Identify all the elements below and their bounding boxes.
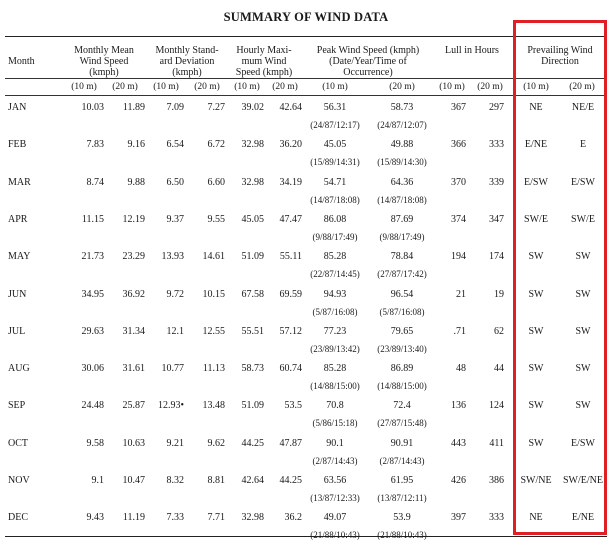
peak-timestamp: (9/88/17:49): [379, 232, 425, 242]
month-cell: NOV: [8, 475, 30, 486]
peak-timestamp: (5/86/15:18): [312, 418, 358, 428]
sd20-cell: 8.81: [207, 475, 225, 486]
peak-timestamp: (5/87/16:08): [379, 307, 425, 317]
sd20-cell: 13.48: [202, 400, 225, 411]
hr20-cell: 53.5: [284, 400, 302, 411]
mean10-cell: 9.1: [91, 475, 104, 486]
lull20-cell: 333: [489, 139, 504, 150]
pk20-cell: 96.54: [390, 289, 414, 300]
pk20-cell: 86.89: [390, 363, 414, 374]
peak-timestamp: (15/89/14:31): [310, 157, 360, 167]
sd20-cell: 9.62: [207, 438, 225, 449]
peak-timestamp: (21/88/10:43): [310, 530, 360, 540]
mean20-cell: 9.88: [127, 177, 145, 188]
hr20-cell: 36.2: [284, 512, 302, 523]
peak-timestamp: (23/89/13:40): [377, 344, 427, 354]
peak-timestamp: (24/87/12:17): [310, 120, 360, 130]
dir20-cell: SW: [575, 326, 591, 337]
hr20-cell: 34.19: [279, 177, 302, 188]
lull20-cell: 19: [494, 289, 504, 300]
mean20-cell: 9.16: [127, 139, 145, 150]
peak-timestamp: (13/87/12:11): [377, 493, 427, 503]
mean10-cell: 9.43: [86, 512, 104, 523]
lull10-cell: 21: [456, 289, 466, 300]
pk20-cell: 72.4: [393, 400, 411, 411]
sd10-cell: 9.37: [166, 214, 184, 225]
pk10-cell: 86.08: [323, 214, 347, 225]
mean10-cell: 30.06: [81, 363, 104, 374]
dir10-cell: SW/E: [524, 214, 548, 225]
dir20-cell: E/SW: [571, 177, 595, 188]
subheader-lull-10m: (10 m): [439, 82, 465, 92]
lull20-cell: 333: [489, 512, 504, 523]
mean20-cell: 36.92: [122, 289, 145, 300]
hr20-cell: 47.47: [279, 214, 302, 225]
lull20-cell: 411: [489, 438, 504, 449]
pk20-cell: 53.9: [393, 512, 411, 523]
pk10-cell: 56.31: [323, 102, 347, 113]
mean20-cell: 25.87: [122, 400, 145, 411]
sd10-cell: 6.54: [166, 139, 184, 150]
peak-timestamp: (14/88/15:00): [310, 381, 360, 391]
mean10-cell: 8.74: [86, 177, 104, 188]
mean20-cell: 10.63: [122, 438, 145, 449]
hr20-cell: 47.87: [279, 438, 302, 449]
header-peak: [298, 45, 438, 78]
lull20-cell: 386: [489, 475, 504, 486]
month-cell: MAY: [8, 251, 31, 262]
dir10-cell: SW: [528, 289, 544, 300]
month-cell: JUL: [8, 326, 26, 337]
pk20-cell: 79.65: [390, 326, 414, 337]
peak-timestamp: (2/87/14:43): [379, 456, 425, 466]
hr10-cell: 58.73: [241, 363, 264, 374]
pk10-cell: 70.8: [326, 400, 344, 411]
mean20-cell: 11.19: [122, 512, 145, 523]
dir10-cell: SW: [528, 400, 544, 411]
sd20-cell: 12.55: [202, 326, 225, 337]
header-hourly-line1: Hourly Maxi-: [236, 45, 292, 56]
pk20-cell: 58.73: [390, 102, 414, 113]
sd10-cell: 13.93: [161, 251, 184, 262]
dir10-cell: SW: [528, 326, 544, 337]
hr20-cell: 60.74: [279, 363, 302, 374]
pk20-cell: 90.91: [390, 438, 414, 449]
sd10-cell: 10.77: [161, 363, 184, 374]
dir20-cell: E/SW: [571, 438, 595, 449]
lull20-cell: 339: [489, 177, 504, 188]
pk20-cell: 87.69: [390, 214, 414, 225]
sd10-cell: 12.1: [166, 326, 184, 337]
subheader-sd-10m: (10 m): [153, 82, 179, 92]
lull20-cell: 44: [494, 363, 504, 374]
header-mean-line2: Wind Speed: [79, 56, 129, 67]
header-stddev: [146, 45, 228, 78]
subheader-dir-20m: (20 m): [569, 82, 595, 92]
pk10-cell: 90.1: [326, 438, 344, 449]
lull10-cell: 367: [451, 102, 466, 113]
peak-timestamp: (27/87/17:42): [377, 269, 427, 279]
header-mean: [60, 45, 148, 78]
month-cell: JAN: [8, 102, 27, 113]
pk10-cell: 49.07: [323, 512, 347, 523]
dir10-cell: E/SW: [524, 177, 548, 188]
peak-timestamp: (2/87/14:43): [312, 456, 358, 466]
peak-timestamp: (14/88/15:00): [377, 381, 427, 391]
dir10-cell: SW: [528, 363, 544, 374]
month-cell: APR: [8, 214, 28, 225]
sd10-cell: 8.32: [166, 475, 184, 486]
sd10-cell: 9.72: [166, 289, 184, 300]
mean10-cell: 24.48: [81, 400, 104, 411]
month-cell: JUN: [8, 289, 27, 300]
lull20-cell: 347: [489, 214, 504, 225]
hr10-cell: 39.02: [241, 102, 264, 113]
table-title: SUMMARY OF WIND DATA: [223, 10, 389, 24]
prevailing-direction-highlight: [513, 20, 607, 535]
dir20-cell: SW: [575, 289, 591, 300]
header-peak-line1: Peak Wind Speed (kmph): [316, 45, 420, 56]
sd20-cell: 9.55: [207, 214, 225, 225]
subheader-dir-10m: (10 m): [523, 82, 549, 92]
mean20-cell: 31.61: [122, 363, 145, 374]
lull10-cell: 397: [451, 512, 466, 523]
subheader-mean-10m: (10 m): [71, 82, 97, 92]
subheader-lull-20m: (20 m): [477, 82, 503, 92]
dir10-cell: SW: [528, 438, 544, 449]
pk10-cell: 45.05: [323, 139, 347, 150]
pk10-cell: 85.28: [323, 363, 347, 374]
hr20-cell: 36.20: [279, 139, 302, 150]
pk10-cell: 63.56: [323, 475, 347, 486]
lull10-cell: 366: [451, 139, 466, 150]
hr20-cell: 57.12: [279, 326, 302, 337]
header-stddev-line2: ard Deviation: [159, 56, 215, 67]
header-mean-line3: (kmph): [89, 67, 119, 78]
dir20-cell: NE/E: [571, 102, 595, 113]
mean10-cell: 7.83: [86, 139, 104, 150]
pk10-cell: 77.23: [323, 326, 347, 337]
month-cell: AUG: [8, 363, 30, 374]
lull10-cell: 136: [451, 400, 466, 411]
hr10-cell: 32.98: [241, 177, 264, 188]
lull20-cell: 62: [494, 326, 504, 337]
sd20-cell: 10.15: [202, 289, 225, 300]
hr10-cell: 55.51: [241, 326, 264, 337]
dir20-cell: E: [579, 139, 587, 150]
hr10-cell: 42.64: [241, 475, 264, 486]
dir10-cell: NE: [529, 102, 543, 113]
mean10-cell: 11.15: [81, 214, 104, 225]
subheader-mean-20m: (20 m): [112, 82, 138, 92]
lull10-cell: .71: [453, 326, 466, 337]
hr20-cell: 44.25: [279, 475, 302, 486]
header-stddev-line1: Monthly Stand-: [155, 45, 219, 56]
sd10-cell: 6.50: [166, 177, 184, 188]
pk10-cell: 85.28: [323, 251, 347, 262]
sd20-cell: 14.61: [202, 251, 225, 262]
mean10-cell: 9.58: [86, 438, 104, 449]
header-prevailing-line1: Prevailing Wind: [527, 45, 593, 56]
peak-timestamp: (24/87/12:07): [377, 120, 427, 130]
peak-timestamp: (14/87/18:08): [310, 195, 360, 205]
lull10-cell: 194: [451, 251, 466, 262]
hr20-cell: 69.59: [279, 289, 302, 300]
pk20-cell: 49.88: [390, 139, 414, 150]
sd20-cell: 6.72: [207, 139, 225, 150]
lull10-cell: 443: [451, 438, 466, 449]
hr10-cell: 67.58: [241, 289, 264, 300]
hr10-cell: 44.25: [241, 438, 264, 449]
hr10-cell: 45.05: [241, 214, 264, 225]
hr10-cell: 51.09: [241, 251, 264, 262]
dir20-cell: SW: [575, 251, 591, 262]
hr20-cell: 42.64: [279, 102, 302, 113]
subheader-peak-10m: (10 m): [322, 82, 348, 92]
header-mean-line1: Monthly Mean: [74, 45, 134, 56]
mean20-cell: 10.47: [122, 475, 145, 486]
pk10-cell: 94.93: [323, 289, 347, 300]
peak-timestamp: (27/87/15:48): [377, 418, 427, 428]
peak-timestamp: (13/87/12:33): [310, 493, 360, 503]
sd20-cell: 7.27: [207, 102, 225, 113]
pk20-cell: 78.84: [390, 251, 414, 262]
dir20-cell: SW: [575, 363, 591, 374]
dir10-cell: NE: [529, 512, 543, 523]
mean20-cell: 12.19: [122, 214, 145, 225]
subheader-hr-10m: (10 m): [234, 82, 260, 92]
peak-timestamp: (23/89/13:42): [310, 344, 360, 354]
header-lull: Lull in Hours: [445, 45, 499, 56]
sd20-cell: 11.13: [202, 363, 225, 374]
dir20-cell: SW: [575, 400, 591, 411]
lull10-cell: 374: [451, 214, 466, 225]
mean10-cell: 10.03: [81, 102, 104, 113]
hr20-cell: 55.11: [279, 251, 302, 262]
month-cell: SEP: [8, 400, 26, 411]
sd10-cell: 12.93•: [157, 400, 184, 411]
sd20-cell: 6.60: [207, 177, 225, 188]
header-hourly-line2: mum Wind: [241, 56, 287, 67]
mean20-cell: 11.89: [122, 102, 145, 113]
lull20-cell: 174: [489, 251, 504, 262]
header-hourly: [226, 45, 302, 78]
month-cell: OCT: [8, 438, 28, 449]
peak-timestamp: (5/87/16:08): [312, 307, 358, 317]
peak-timestamp: (14/87/18:08): [377, 195, 427, 205]
pk20-cell: 61.95: [390, 475, 414, 486]
mean20-cell: 23.29: [122, 251, 145, 262]
dir20-cell: E/NE: [571, 512, 595, 523]
sd10-cell: 7.33: [166, 512, 184, 523]
mean10-cell: 34.95: [81, 289, 104, 300]
mean10-cell: 29.63: [81, 326, 104, 337]
lull20-cell: 297: [489, 102, 504, 113]
header-peak-line2: (Date/Year/Time of: [329, 56, 407, 67]
header-hourly-line3: Speed (kmph): [235, 67, 293, 78]
pk10-cell: 54.71: [323, 177, 347, 188]
hr10-cell: 32.98: [241, 139, 264, 150]
dir20-cell: SW/E/NE: [563, 475, 603, 486]
dir10-cell: E/NE: [524, 139, 548, 150]
dir10-cell: SW: [528, 251, 544, 262]
subheader-sd-20m: (20 m): [194, 82, 220, 92]
header-month: Month: [8, 56, 35, 67]
header-prevailing-line2: Direction: [541, 56, 579, 67]
month-cell: DEC: [8, 512, 28, 523]
month-cell: FEB: [8, 139, 27, 150]
pk20-cell: 64.36: [390, 177, 414, 188]
header-peak-line3: Occurrence): [343, 67, 393, 78]
mean10-cell: 21.73: [81, 251, 104, 262]
header-stddev-line3: (kmph): [172, 67, 202, 78]
peak-timestamp: (15/89/14:30): [377, 157, 427, 167]
dir20-cell: SW/E: [571, 214, 595, 225]
hr10-cell: 32.98: [241, 512, 264, 523]
mean20-cell: 31.34: [122, 326, 145, 337]
peak-timestamp: (9/88/17:49): [312, 232, 358, 242]
month-cell: MAR: [8, 177, 31, 188]
dir10-cell: SW/NE: [520, 475, 552, 486]
lull20-cell: 124: [489, 400, 504, 411]
hr10-cell: 51.09: [241, 400, 264, 411]
subheader-peak-20m: (20 m): [389, 82, 415, 92]
peak-timestamp: (21/88/10:43): [377, 530, 427, 540]
sd10-cell: 9.21: [166, 438, 184, 449]
lull10-cell: 370: [451, 177, 466, 188]
lull10-cell: 426: [451, 475, 466, 486]
subheader-hr-20m: (20 m): [272, 82, 298, 92]
peak-timestamp: (22/87/14:45): [310, 269, 360, 279]
sd10-cell: 7.09: [166, 102, 184, 113]
sd20-cell: 7.71: [207, 512, 225, 523]
lull10-cell: 48: [456, 363, 466, 374]
